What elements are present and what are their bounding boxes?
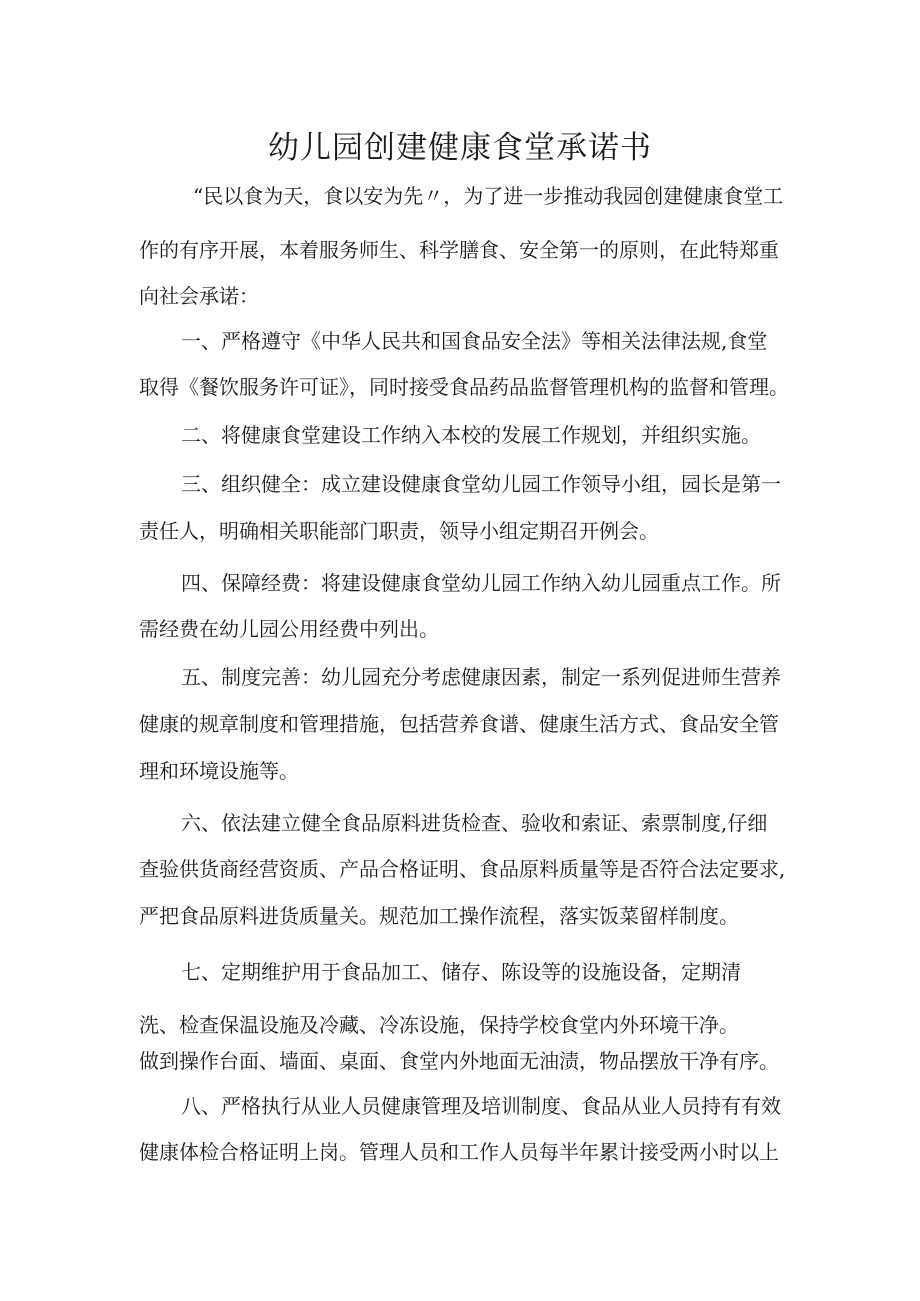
paragraph-line: “民以食为天，食以安为先〃，为了进一步推动我园创建健康食堂工	[193, 184, 784, 208]
paragraph-line: 洗、检查保温设施及冷藏、冷冻设施，保持学校食堂内外环境干净。	[139, 1013, 739, 1037]
paragraph-line: 七、定期维护用于食品加工、储存、陈设等的设施设备，定期清	[181, 960, 741, 984]
paragraph-line: 八、严格执行从业人员健康管理及培训制度、食品从业人员持有有效	[181, 1094, 781, 1118]
paragraph-line: 查验供货商经营资质、产品合格证明、食品原料质量等是否符合法定要求,	[139, 857, 786, 881]
document-title: 幼儿园创建健康食堂承诺书	[268, 130, 652, 166]
paragraph-line: 六、依法建立健全食品原料进货检查、验收和索证、索票制度,仔细	[181, 811, 768, 835]
paragraph-line: 严把食品原料进货质量关。规范加工操作流程，落实饭菜留样制度。	[139, 904, 739, 928]
paragraph-line: 二、将健康食堂建设工作纳入本校的发展工作规划，并组织实施。	[181, 423, 761, 447]
paragraph-line: 健康体检合格证明上岗。管理人员和工作人员每半年累计接受两小时以上	[139, 1140, 779, 1164]
paragraph-line: 责任人，明确相关职能部门职责，领导小组定期召开例会。	[139, 519, 659, 543]
paragraph-line: 取得《餐饮服务许可证》，同时接受食品药品监督管理机构的监督和管理。	[139, 375, 789, 399]
paragraph-line: 理和环境设施等。	[139, 759, 299, 783]
paragraph-line: 作的有序开展，本着服务师生、科学膳食、安全第一的原则，在此特郑重	[139, 238, 779, 262]
paragraph-line: 做到操作台面、墙面、桌面、食堂内外地面无油渍，物品摆放干净有序。	[139, 1049, 779, 1073]
paragraph-line: 一、严格遵守《中华人民共和国食品安全法》等相关法律法规,食堂	[181, 329, 768, 353]
paragraph-line: 健康的规章制度和管理措施，包括营养食谱、健康生活方式、食品安全管	[139, 712, 779, 736]
paragraph-line: 三、组织健全：成立建设健康食堂幼儿园工作领导小组，园长是第一	[181, 472, 781, 496]
paragraph-line: 四、保障经费：将建设健康食堂幼儿园工作纳入幼儿园重点工作。所	[181, 571, 781, 595]
paragraph-line: 五、制度完善：幼儿园充分考虑健康因素，制定一系列促进师生营养	[181, 665, 781, 689]
paragraph-line: 需经费在幼儿园公用经费中列出。	[139, 617, 439, 641]
paragraph-line: 向社会承诺：	[139, 284, 259, 308]
